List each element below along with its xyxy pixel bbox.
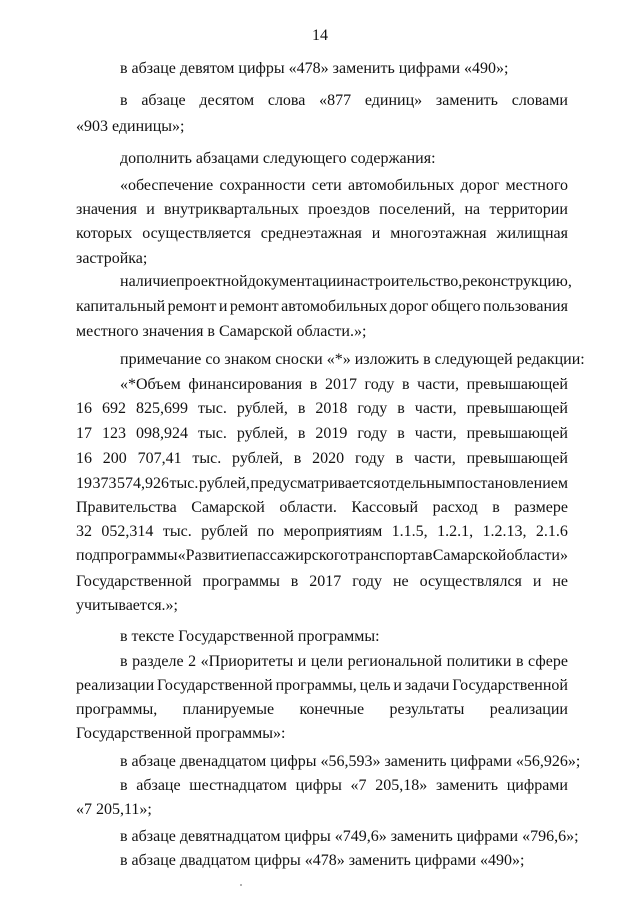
word: превышающей	[466, 376, 568, 393]
word: мероприятиям	[283, 523, 383, 540]
word: автомобильных	[281, 298, 388, 315]
word: рублей,	[236, 425, 288, 442]
word: осуществляется	[142, 225, 251, 242]
word: 2.1.6	[535, 523, 568, 540]
word: 123	[102, 425, 126, 442]
word: 16	[76, 450, 92, 467]
word: значения	[76, 201, 137, 218]
word: части,	[417, 376, 459, 393]
word: на	[464, 201, 481, 218]
text-line	[76, 424, 568, 444]
word: единиц»	[364, 92, 423, 109]
word: «Развитие	[177, 547, 247, 564]
word: 2017	[324, 376, 357, 393]
word: 098,924	[136, 425, 188, 442]
word: цифрами	[506, 777, 568, 794]
word: строительство,	[360, 273, 463, 290]
word: в	[492, 499, 500, 516]
text-line: Государственной программы»:	[76, 725, 286, 742]
word: абзаце	[136, 777, 181, 794]
word: сохранности	[219, 177, 306, 194]
word: цели	[310, 653, 344, 670]
word: разделе	[132, 653, 184, 670]
word: «*Объем	[120, 376, 181, 393]
word: жилищная	[496, 225, 568, 242]
word: капитальный	[76, 298, 166, 315]
word: дорог	[389, 298, 429, 315]
word: 17	[76, 425, 92, 442]
text-line	[76, 546, 568, 566]
text-line: застройка;	[76, 250, 148, 267]
word: «Приоритеты	[200, 653, 294, 670]
word: 052,314	[101, 523, 154, 540]
text-line	[76, 449, 568, 469]
word: проездов	[308, 201, 370, 218]
word: в	[402, 376, 410, 393]
word: отдельным	[381, 475, 456, 492]
word: 2019	[315, 425, 348, 442]
word: в	[515, 653, 524, 670]
word: рублей	[201, 523, 249, 540]
word: и	[393, 677, 402, 694]
text-line: в тексте Государственной программы:	[120, 628, 380, 645]
word: части,	[414, 400, 457, 417]
word: реализации	[489, 701, 568, 718]
word: местного	[505, 177, 568, 194]
word: словами	[511, 92, 568, 109]
word: году	[354, 450, 385, 467]
text-line	[76, 522, 568, 542]
word: заменить	[435, 92, 498, 109]
word: превышающей	[466, 450, 568, 467]
word: в	[424, 547, 433, 564]
word: сфере	[528, 653, 568, 670]
word: Самарской	[432, 547, 507, 564]
word: многоэтажная	[390, 225, 487, 242]
word: региональной	[347, 653, 443, 670]
word: 1.2.1,	[437, 523, 474, 540]
word: 2020	[312, 450, 345, 467]
text-line	[76, 676, 568, 696]
word: в	[395, 450, 404, 467]
word: программы	[202, 573, 280, 590]
word: наличие	[120, 273, 177, 290]
word: 2017	[309, 573, 342, 590]
word: программы,	[275, 677, 357, 694]
word: части,	[414, 425, 457, 442]
word: слова	[267, 92, 306, 109]
text-line: «903 единицы»;	[76, 118, 185, 135]
scan-speck	[240, 884, 242, 886]
word: в	[309, 376, 318, 393]
word: реконструкцию,	[462, 273, 572, 290]
text-line	[76, 498, 568, 518]
word: результаты	[389, 701, 465, 718]
word: в	[120, 777, 128, 794]
word: проектной	[176, 273, 248, 290]
word: транспорта	[348, 547, 425, 564]
word: 2	[188, 653, 197, 670]
text-line	[76, 399, 568, 419]
word: тыс.	[162, 523, 192, 540]
word: превышающей	[466, 425, 568, 442]
word: 1.1.5,	[391, 523, 428, 540]
text-line	[120, 272, 572, 292]
text-line	[76, 224, 568, 244]
text-line: учитывается.»;	[76, 597, 178, 614]
word: ремонт	[167, 298, 217, 315]
text-line	[76, 700, 568, 720]
word: не	[392, 573, 409, 590]
word: шестнадцатом	[189, 777, 287, 794]
word: расход	[432, 499, 478, 516]
word: цифры	[295, 777, 342, 794]
word: 373	[92, 475, 117, 492]
word: Кассовый	[351, 499, 419, 516]
text-line: дополнить абзацами следующего содержания:	[120, 150, 436, 167]
word: документации	[247, 273, 345, 290]
word: предусматривается	[250, 475, 381, 492]
word: Государственной	[452, 677, 568, 694]
word: в	[397, 400, 405, 417]
text-line: местного значения в Самарской области.»;	[76, 323, 367, 340]
text-line: в абзаце девятом цифры «478» заменить цифрами «490»;	[120, 60, 509, 77]
word: размере	[514, 499, 568, 516]
text-line	[120, 776, 568, 796]
word: задачи	[404, 677, 450, 694]
word: 825,699	[136, 400, 188, 417]
word: части,	[413, 450, 456, 467]
word: пользования	[483, 298, 568, 315]
word: территории	[489, 201, 568, 218]
word: году	[357, 400, 388, 417]
word: 19	[76, 475, 92, 492]
text-line	[76, 572, 568, 592]
page-number: 14	[312, 27, 328, 44]
text-line	[120, 176, 568, 196]
word: которых	[76, 225, 133, 242]
word: и	[371, 225, 381, 242]
word: программы,	[76, 701, 158, 718]
word: 2018	[315, 400, 348, 417]
word: рублей,	[198, 475, 250, 492]
word: 574,926	[117, 475, 170, 492]
word: в	[297, 425, 306, 442]
text-line	[76, 474, 568, 494]
text-line: примечание со знаком сноски «*» изложить в следующей редакции:	[120, 351, 585, 368]
word: тыс.	[169, 475, 199, 492]
text-line: «7 205,11»;	[76, 801, 152, 818]
word: 692	[102, 400, 126, 417]
word: автомобильных	[348, 177, 455, 194]
word: году	[357, 425, 388, 442]
word: финансирования	[188, 376, 303, 393]
word: десятом	[199, 92, 255, 109]
word: дорог	[460, 177, 500, 194]
word: области.	[279, 499, 337, 516]
word: поселений,	[379, 201, 456, 218]
word: постановлением	[456, 475, 568, 492]
word: общего	[430, 298, 481, 315]
word: реализации	[76, 677, 155, 694]
word: 32	[76, 523, 92, 540]
word: цель	[359, 677, 391, 694]
word: году	[352, 573, 383, 590]
word: конечные	[299, 701, 365, 718]
word: «обеспечение	[120, 177, 214, 194]
text-line	[76, 297, 568, 317]
word: и	[297, 653, 307, 670]
word: тыс.	[198, 400, 227, 417]
text-line	[76, 200, 568, 220]
word: «7	[350, 777, 367, 794]
word: Правительства	[76, 499, 177, 516]
text-line: в абзаце девятнадцатом цифры «749,6» заменить цифрами «796,6»;	[120, 828, 579, 845]
word: осуществлялся	[419, 573, 522, 590]
word: политики	[446, 653, 512, 670]
word: в	[297, 400, 306, 417]
word: 200	[102, 450, 127, 467]
word: и	[218, 298, 228, 315]
word: в	[120, 92, 128, 109]
word: тыс.	[198, 425, 227, 442]
word: 1.2.13,	[482, 523, 527, 540]
text-line	[120, 375, 568, 395]
word: по	[257, 523, 275, 540]
word: и	[532, 573, 542, 590]
word: Государственной	[76, 573, 192, 590]
word: 16	[76, 400, 92, 417]
text-line: в абзаце двенадцатом цифры «56,593» заменить цифрами «56,926»;	[120, 753, 581, 770]
word: заменить	[435, 777, 498, 794]
word: в	[120, 653, 128, 670]
word: не	[552, 573, 568, 590]
word: превышающей	[466, 400, 568, 417]
text-line	[120, 91, 568, 111]
word: пассажирского	[246, 547, 348, 564]
word: и	[146, 201, 155, 218]
word: в	[290, 573, 299, 590]
word: области»	[506, 547, 568, 564]
text-line	[120, 652, 568, 672]
word: абзаце	[141, 92, 186, 109]
word: 205,18»	[375, 777, 428, 794]
word: ремонт	[229, 298, 279, 315]
word: в	[397, 425, 405, 442]
text-line: в абзаце двадцатом цифры «478» заменить цифрами «490»;	[120, 852, 525, 869]
word: рублей,	[236, 400, 288, 417]
word: среднеэтажная	[260, 225, 362, 242]
word: в	[293, 450, 302, 467]
word: планируемые	[182, 701, 275, 718]
word: рублей,	[232, 450, 283, 467]
word: «877	[319, 92, 352, 109]
word: сети	[311, 177, 342, 194]
word: внутриквартальных	[163, 201, 299, 218]
word: 707,41	[137, 450, 182, 467]
word: подпрограммы	[76, 547, 178, 564]
word: тыс.	[192, 450, 222, 467]
word: на	[344, 273, 361, 290]
word: Государственной	[157, 677, 273, 694]
word: Самарской	[191, 499, 265, 516]
word: году	[364, 376, 395, 393]
